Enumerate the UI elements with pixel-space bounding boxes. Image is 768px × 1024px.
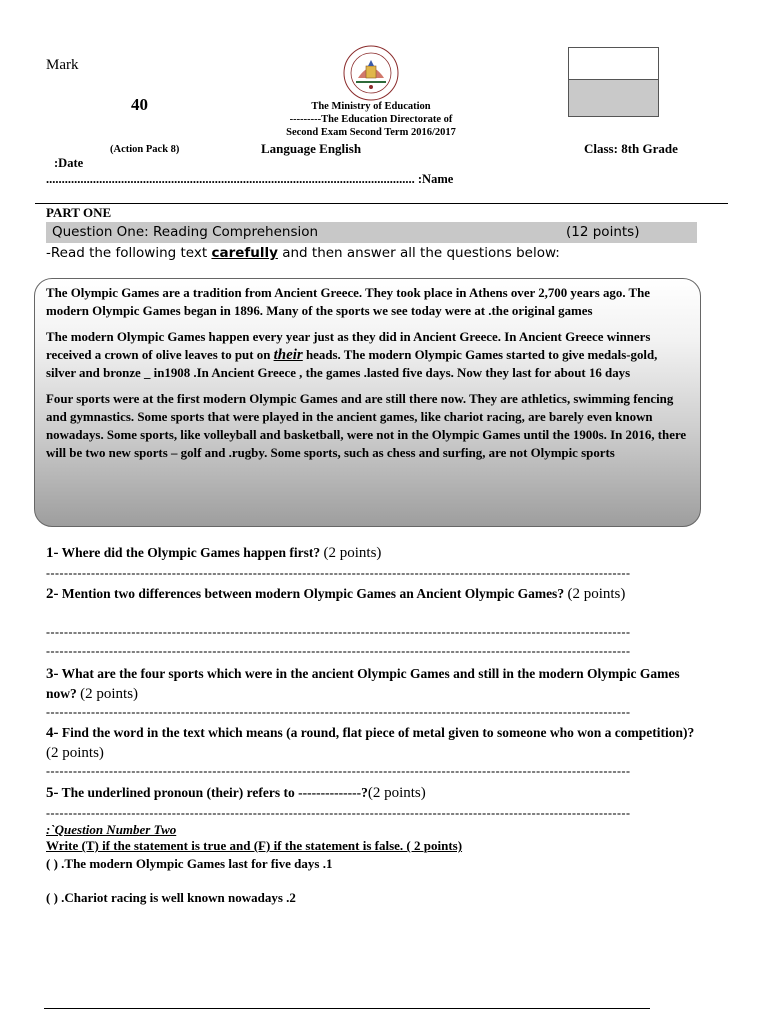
answer-line[interactable]: ---------------------------------------------------------------------------------------------------------------------------------- — [46, 764, 631, 778]
mark-label: Mark — [46, 57, 79, 73]
date-field: :Date — [54, 156, 84, 170]
question-one-points: (12 points) — [566, 224, 640, 240]
exam-term-line: Second Exam Second Term 2016/2017 — [286, 127, 456, 138]
answer-line[interactable]: ---------------------------------------------------------------------------------------------------------------------------------- — [46, 705, 631, 719]
answer-line[interactable]: ---------------------------------------------------------------------------------------------------------------------------------- — [46, 806, 631, 820]
directorate-line: ---------The Education Directorate of — [289, 114, 453, 125]
score-box-bottom — [568, 79, 659, 117]
passage-paragraph: The modern Olympic Games happen every year just as they did in Ancient Greece. In Ancient Greece winners received a crown of olive leaves to put on their heads. The modern Olympic Games started to give medals-gold, silver and bronze _ in1908 .In Ancient Greece , the games .lasted five days. Now they last for about 16 days — [46, 330, 658, 380]
question-one-title: Question One: Reading Comprehension — [52, 224, 319, 240]
reading-passage — [34, 278, 701, 527]
answer-line[interactable]: ---------------------------------------------------------------------------------------------------------------------------------- — [46, 625, 631, 639]
answer-line[interactable]: ---------------------------------------------------------------------------------------------------------------------------------- — [46, 566, 631, 580]
reading-instruction: -Read the following text carefully and then answer all the questions below: — [46, 245, 560, 261]
score-box-top — [568, 47, 659, 80]
question-3: 3- What are the four sports which were in the ancient Olympic Games and still in the modern Olympic Games now? (2 points) — [46, 666, 680, 702]
part-heading: PART ONE — [46, 205, 112, 220]
true-false-item[interactable]: ( ) .Chariot racing is well known nowadays .2 — [46, 890, 296, 905]
ministry-seal-icon — [328, 44, 414, 102]
question-two-title: :`Question Number Two — [46, 822, 177, 837]
passage-paragraph: Four sports were at the first modern Olympic Games and are still there now. They are athletics, swimming fencing and gymnastics. Some sports that were played in the ancient games, like chariot racing, are barely even known nowadays. Some sports, like volleyball and basketball, were not in the Olympic Games until the 1900s. In 2016, there will be two new sports – golf and .rugby. Some sports, such as chess and surfing, are not Olympic sports — [46, 392, 687, 460]
name-field: ...................................................................................................................... :Name — [46, 172, 454, 186]
question-4: 4- Find the word in the text which means (a round, flat piece of metal given to someone who won a competition)? (2 points) — [46, 725, 695, 761]
underlined-pronoun: their — [273, 347, 303, 363]
header-divider — [35, 203, 728, 204]
emphasis-word: carefully — [211, 245, 278, 261]
class-label: Class: 8th Grade — [584, 141, 678, 156]
answer-line[interactable]: ---------------------------------------------------------------------------------------------------------------------------------- — [46, 644, 631, 658]
question-2: 2- Mention two differences between modern Olympic Games an Ancient Olympic Games? (2 points) — [46, 586, 626, 602]
question-5: 5- The underlined pronoun (their) refers to --------------?(2 points) — [46, 785, 426, 801]
ministry-line: The Ministry of Education — [311, 101, 431, 112]
mark-value: 40 — [131, 95, 148, 114]
true-false-item[interactable]: ( ) .The modern Olympic Games last for five days .1 — [46, 856, 333, 871]
question-1: 1- Where did the Olympic Games happen first? (2 points) — [46, 545, 382, 561]
passage-paragraph: The Olympic Games are a tradition from Ancient Greece. They took place in Athens over 2,700 years ago. The modern Olympic Games began in 1896. Many of the sports we see today were at .the original games — [46, 286, 651, 318]
footer-divider — [44, 1008, 650, 1009]
question-two-instruction: Write (T) if the statement is true and (F) if the statement is false. ( 2 points) — [46, 838, 463, 853]
ministry-heading — [280, 100, 462, 139]
subject-label: Language English — [261, 141, 362, 156]
course-label: (Action Pack 8) — [110, 144, 180, 155]
